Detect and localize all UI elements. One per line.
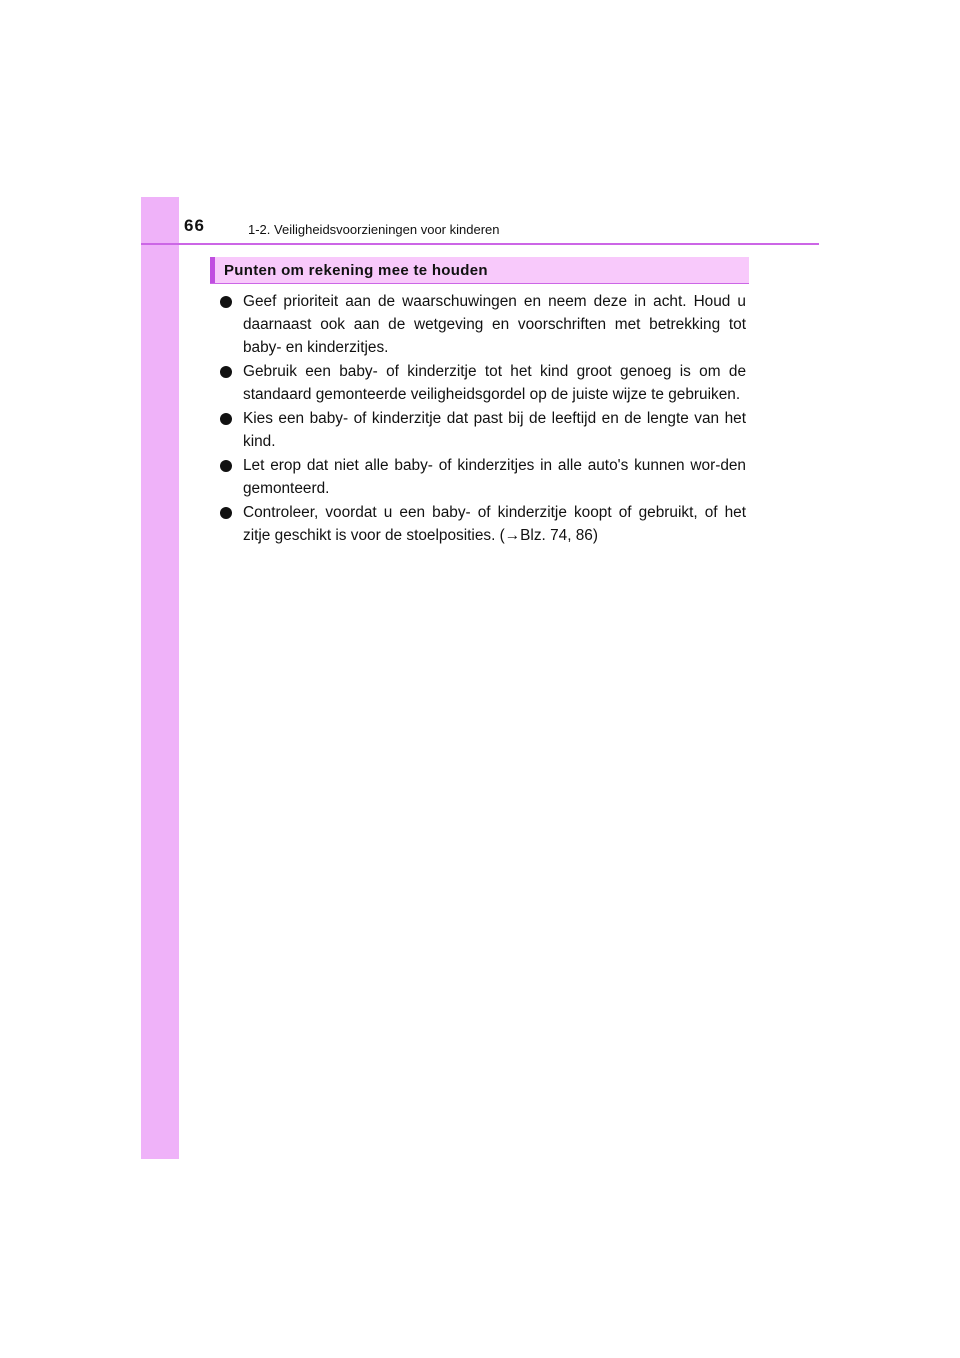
bullet-dot-icon	[220, 460, 232, 472]
bullet-dot-icon	[220, 507, 232, 519]
list-item-text: Gebruik een baby- of kinderzitje tot het kind groot genoeg is om de standaard gemonteerde veiligheidsgordel op de juiste wijze te gebruiken.	[243, 363, 746, 403]
chapter-side-tab	[141, 197, 179, 1159]
bullet-dot-icon	[220, 296, 232, 308]
bullet-list	[220, 290, 746, 548]
list-item	[220, 454, 746, 500]
section-title: 1-2. Veiligheidsvoorzieningen voor kinderen	[248, 222, 500, 237]
list-item-text: Controleer, voordat u een baby- of kinderzitje koopt of gebruikt, of het zitje geschikt is voor de stoelposities. (→Blz. 74, 86)	[243, 504, 746, 544]
bullet-dot-icon	[220, 413, 232, 425]
header-divider	[141, 243, 819, 245]
box-accent-bar	[210, 257, 215, 283]
page-number: 66	[184, 216, 205, 235]
notes-box-title: Punten om rekening mee te houden	[224, 262, 488, 279]
notes-box-header	[210, 257, 749, 284]
list-item	[220, 360, 746, 406]
list-item-text: Geef prioriteit aan de waarschuwingen en neem deze in acht. Houd u daarnaast ook aan de wetgeving en voorschriften met betrekking tot baby- en kinderzitjes.	[243, 293, 746, 356]
list-item	[220, 501, 746, 547]
list-item-text: Kies een baby- of kinderzitje dat past bij de leeftijd en de lengte van het kind.	[243, 410, 746, 450]
bullet-dot-icon	[220, 366, 232, 378]
list-item	[220, 290, 746, 359]
list-item	[220, 407, 746, 453]
list-item-text: Let erop dat niet alle baby- of kinderzitjes in alle auto's kunnen wor-den gemonteerd.	[243, 457, 746, 497]
